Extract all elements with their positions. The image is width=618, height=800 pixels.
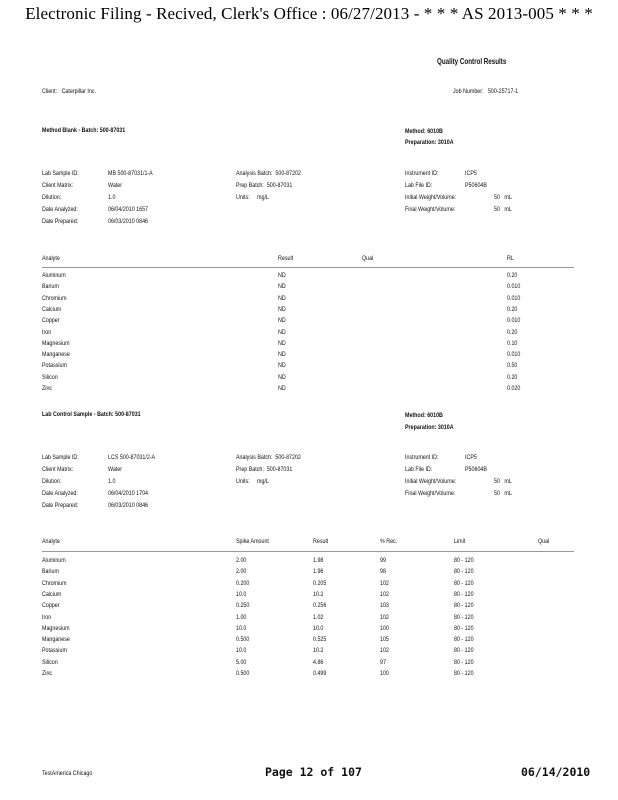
lcs-row-rec: 102: [380, 579, 389, 587]
lcs-date-analyzed-label: Date Analyzed:: [42, 490, 78, 497]
lcs-row-limit: 80 - 120: [454, 557, 474, 564]
mb-date-analyzed-value: 06/04/2010 1657: [108, 206, 149, 213]
lcs-row-rec: 100: [380, 670, 389, 677]
lcs-row-result: 0.256: [313, 602, 327, 610]
mb-instrument-id-label: Instrument ID:: [405, 170, 439, 177]
mb-row-result: ND: [278, 305, 286, 313]
lcs-date-prepared-value: 06/03/2010 0846: [108, 502, 149, 509]
mb-row-rl: 0.50: [507, 362, 518, 370]
lcs-row-limit: 80 - 120: [454, 670, 474, 677]
mb-header-rule: [42, 267, 574, 268]
mb-header-result: Result: [278, 255, 294, 262]
client-line: [42, 88, 96, 95]
mb-row-result: ND: [278, 328, 286, 336]
mb-row-result: ND: [278, 272, 286, 279]
mb-row-rl: 0.10: [507, 339, 518, 347]
mb-client-matrix-value: Water: [108, 182, 123, 189]
mb-lab-sample-id-value: MB 500-87031/1-A: [108, 170, 153, 177]
lcs-final-weight-label: Final Weight/Volume:: [405, 490, 456, 497]
lcs-prep-batch: Prep Batch: 500-87031: [236, 466, 293, 473]
mb-date-prepared-label: Date Prepared:: [42, 218, 79, 225]
lcs-header-qual: Qual: [538, 538, 550, 545]
lcs-row-result: 0.205: [313, 579, 327, 587]
lcs-row-spike: 2.00: [236, 568, 247, 576]
mb-row-analyte: Magnesium: [42, 339, 70, 347]
lcs-title: Lab Control Sample - Batch: 500-87031: [42, 411, 141, 418]
lcs-units: Units: mg/L: [236, 478, 269, 485]
lcs-row-rec: 102: [380, 613, 389, 621]
mb-row-rl: 0.010: [507, 294, 521, 302]
lcs-row-analyte: Aluminum: [42, 557, 66, 564]
mb-final-weight-label: Final Weight/Volume:: [405, 206, 456, 213]
lcs-header-analyte: Analyte: [42, 538, 60, 545]
lcs-dilution-label: Dilution:: [42, 478, 62, 485]
mb-row-analyte: Iron: [42, 328, 52, 336]
lcs-row-rec: 102: [380, 590, 389, 598]
mb-units: Units: mg/L: [236, 194, 269, 201]
lcs-row-limit: 80 - 120: [454, 602, 474, 610]
lcs-row-analyte: Manganese: [42, 636, 70, 644]
job-label: Job Number:: [453, 88, 484, 95]
footer-date: 06/14/2010: [521, 765, 591, 779]
mb-initial-weight-value: 50 mL: [494, 194, 512, 201]
client-label: Client:: [42, 88, 58, 95]
lcs-header-limit: Limit: [454, 538, 466, 545]
mb-row-result: ND: [278, 317, 286, 325]
report-title: Quality Control Results: [437, 57, 507, 66]
footer-company: TestAmerica Chicago: [42, 770, 93, 777]
lcs-row-result: 1.02: [313, 613, 324, 621]
lcs-row-spike: 0.500: [236, 636, 250, 644]
lcs-row-limit: 80 - 120: [454, 568, 474, 576]
mb-date-prepared-value: 06/03/2010 0846: [108, 218, 149, 225]
lcs-row-rec: 103: [380, 602, 389, 610]
footer-page: Page 12 of 107: [265, 765, 362, 779]
lcs-row-spike: 2.00: [236, 557, 247, 564]
lcs-row-limit: 80 - 120: [454, 636, 474, 644]
mb-lab-file-id-value: P50604B: [465, 182, 487, 189]
lcs-row-result: 0.525: [313, 636, 327, 644]
lcs-row-spike: 10.0: [236, 590, 247, 598]
mb-date-analyzed-label: Date Analyzed:: [42, 206, 78, 213]
lcs-row-spike: 0.250: [236, 602, 250, 610]
mb-row-result: ND: [278, 362, 286, 370]
mb-header-rl: RL: [507, 255, 514, 262]
lcs-row-result: 4.86: [313, 658, 324, 666]
mb-row-analyte: Potassium: [42, 362, 67, 370]
lcs-row-spike: 10.0: [236, 647, 247, 655]
lcs-row-limit: 80 - 120: [454, 624, 474, 632]
lcs-row-limit: 80 - 120: [454, 590, 474, 598]
lcs-header-result: Result: [313, 538, 329, 545]
mb-dilution-value: 1.0: [108, 194, 116, 201]
lcs-row-limit: 80 - 120: [454, 579, 474, 587]
lcs-row-rec: 97: [380, 658, 386, 666]
mb-row-result: ND: [278, 351, 286, 359]
mb-header-qual: Qual: [362, 255, 374, 262]
lcs-preparation: Preparation: 3010A: [405, 424, 454, 431]
lcs-lab-sample-id-value: LCS 500-87031/2-A: [108, 454, 156, 461]
lcs-row-result: 10.2: [313, 647, 324, 655]
lcs-row-result: 10.0: [313, 624, 324, 632]
lcs-row-rec: 105: [380, 636, 389, 644]
mb-row-rl: 0.020: [507, 385, 521, 392]
lcs-row-analyte: Iron: [42, 613, 52, 621]
lcs-row-analyte: Copper: [42, 602, 60, 610]
lcs-row-result: 1.98: [313, 557, 324, 564]
job-value: 500-25717-1: [487, 88, 519, 95]
lcs-row-analyte: Potassium: [42, 647, 67, 655]
lcs-client-matrix-label: Client Matrix:: [42, 466, 74, 473]
lcs-date-prepared-label: Date Prepared:: [42, 502, 79, 509]
method-blank-preparation: Preparation: 3010A: [405, 139, 454, 146]
lcs-row-spike: 10.0: [236, 624, 247, 632]
lcs-header-rule: [42, 551, 574, 552]
lcs-header-spike: Spike Amount: [236, 538, 269, 545]
lcs-initial-weight-value: 50 mL: [494, 478, 512, 485]
mb-row-rl: 0.20: [507, 272, 518, 279]
mb-lab-file-id-label: Lab File ID:: [405, 182, 433, 189]
mb-dilution-label: Dilution:: [42, 194, 62, 201]
lcs-row-rec: 102: [380, 647, 389, 655]
mb-row-result: ND: [278, 385, 286, 392]
lcs-row-analyte: Calcium: [42, 590, 62, 598]
lcs-row-result: 1.96: [313, 568, 324, 576]
lcs-final-weight-value: 50 mL: [494, 490, 512, 497]
lcs-row-spike: 0.500: [236, 670, 250, 677]
lcs-row-analyte: Barium: [42, 568, 59, 576]
lcs-initial-weight-label: Initial Weight/Volume:: [405, 478, 457, 485]
lcs-row-analyte: Silicon: [42, 658, 58, 666]
lcs-dilution-value: 1.0: [108, 478, 116, 485]
lcs-analysis-batch: Analysis Batch: 500-87202: [236, 454, 301, 461]
mb-row-result: ND: [278, 294, 286, 302]
client-value: Caterpillar Inc.: [61, 88, 96, 95]
mb-row-analyte: Barium: [42, 283, 59, 291]
mb-final-weight-value: 50 mL: [494, 206, 512, 213]
mb-analysis-batch: Analysis Batch: 500-87202: [236, 170, 301, 177]
lcs-row-rec: 99: [380, 557, 386, 564]
mb-row-rl: 0.010: [507, 283, 521, 291]
lcs-row-result: 0.499: [313, 670, 327, 677]
mb-row-rl: 0.20: [507, 305, 518, 313]
filing-banner: Electronic Filing - Recived, Clerk's Office : 06/27/2013 - * * * AS 2013-005 * * *: [25, 4, 593, 23]
mb-row-analyte: Aluminum: [42, 272, 66, 279]
lcs-instrument-id-value: ICP5: [465, 454, 477, 461]
mb-row-result: ND: [278, 339, 286, 347]
lcs-header-rec: % Rec.: [380, 538, 398, 545]
mb-row-rl: 0.20: [507, 328, 518, 336]
lcs-row-limit: 80 - 120: [454, 647, 474, 655]
mb-row-analyte: Zinc: [42, 385, 53, 392]
lcs-date-analyzed-value: 06/04/2010 1704: [108, 490, 149, 497]
mb-row-analyte: Chromium: [42, 294, 67, 302]
mb-row-rl: 0.010: [507, 317, 521, 325]
lcs-row-analyte: Zinc: [42, 670, 53, 677]
lcs-lab-file-id-value: P50604B: [465, 466, 487, 473]
lcs-client-matrix-value: Water: [108, 466, 123, 473]
mb-row-rl: 0.20: [507, 373, 518, 381]
job-line: [453, 88, 518, 95]
lcs-row-limit: 80 - 120: [454, 658, 474, 666]
method-blank-title: Method Blank - Batch: 500-87031: [42, 127, 126, 134]
mb-prep-batch: Prep Batch: 500-87031: [236, 182, 293, 189]
method-blank-method: Method: 6010B: [405, 128, 443, 135]
lcs-row-rec: 98: [380, 568, 386, 576]
lcs-row-analyte: Magnesium: [42, 624, 70, 632]
mb-initial-weight-label: Initial Weight/Volume:: [405, 194, 457, 201]
mb-header-analyte: Analyte: [42, 255, 60, 262]
mb-lab-sample-id-label: Lab Sample ID:: [42, 170, 79, 177]
lcs-lab-sample-id-label: Lab Sample ID:: [42, 454, 79, 461]
mb-row-result: ND: [278, 373, 286, 381]
mb-row-analyte: Manganese: [42, 351, 70, 359]
mb-row-analyte: Silicon: [42, 373, 58, 381]
lcs-row-analyte: Chromium: [42, 579, 67, 587]
mb-row-result: ND: [278, 283, 286, 291]
lcs-row-spike: 0.200: [236, 579, 250, 587]
lcs-instrument-id-label: Instrument ID:: [405, 454, 439, 461]
lcs-row-limit: 80 - 120: [454, 613, 474, 621]
mb-row-analyte: Calcium: [42, 305, 62, 313]
mb-instrument-id-value: ICP5: [465, 170, 477, 177]
mb-client-matrix-label: Client Matrix:: [42, 182, 74, 189]
mb-row-rl: 0.010: [507, 351, 521, 359]
mb-row-analyte: Copper: [42, 317, 60, 325]
lcs-row-result: 10.2: [313, 590, 324, 598]
lcs-row-rec: 100: [380, 624, 389, 632]
lcs-row-spike: 1.00: [236, 613, 247, 621]
lcs-method: Method: 6010B: [405, 412, 443, 419]
lcs-lab-file-id-label: Lab File ID:: [405, 466, 433, 473]
lcs-row-spike: 5.00: [236, 658, 247, 666]
